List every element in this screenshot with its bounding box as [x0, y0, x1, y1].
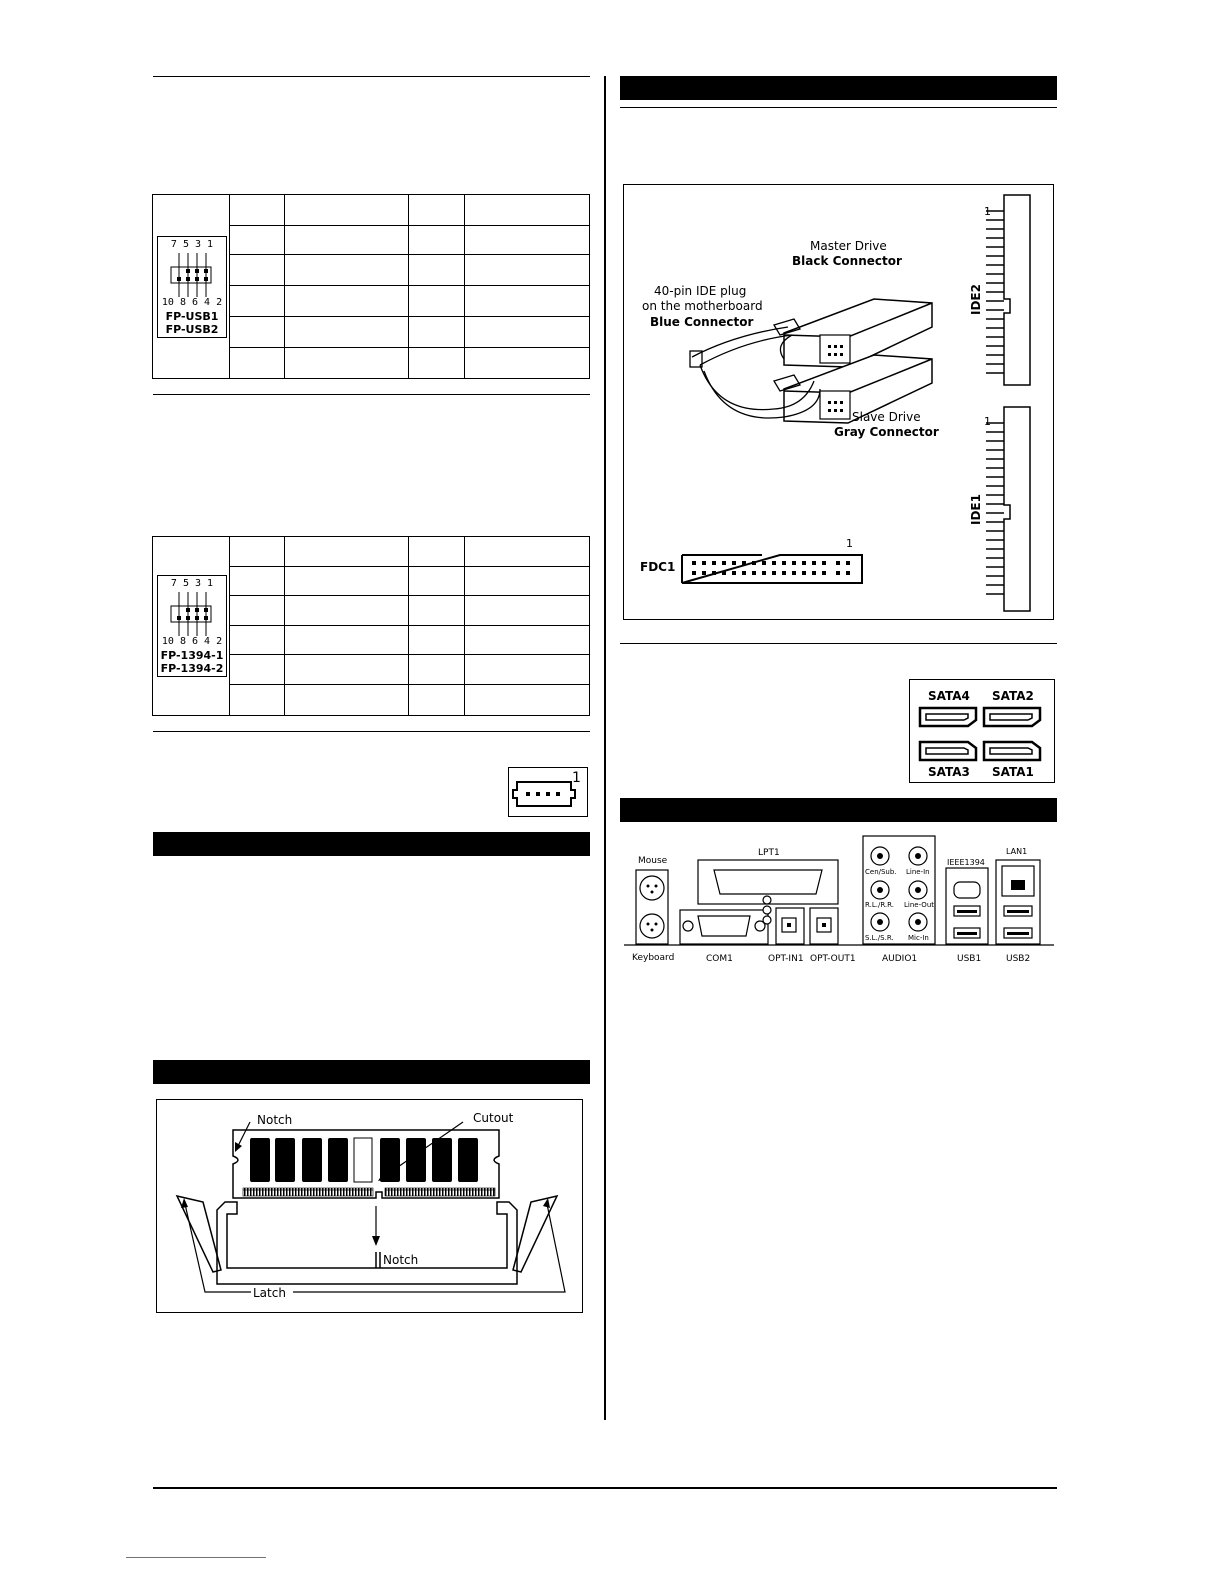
table-cell — [230, 567, 285, 596]
ieee1394-label: IEEE1394 — [947, 858, 985, 867]
table-cell — [409, 348, 465, 379]
sata-figure — [909, 679, 1055, 783]
fp-1394-bottom-numbers: 10 8 6 4 2 — [161, 636, 223, 647]
table-cell — [285, 537, 409, 567]
table-cell — [409, 596, 465, 626]
table-cell — [230, 255, 285, 286]
ide1-label: IDE1 — [969, 494, 983, 525]
table-cell — [285, 596, 409, 626]
table-cell — [409, 255, 465, 286]
latch-label: Latch — [253, 1286, 286, 1300]
ide-fdc-graphic — [624, 185, 1053, 619]
footer-rule — [153, 1487, 1057, 1489]
fp-1394-header-diagram — [157, 575, 227, 677]
section-header-bar — [153, 832, 590, 856]
ide-plug-label-1: 40-pin IDE plug — [654, 284, 747, 298]
usb2-label: USB2 — [1006, 954, 1031, 964]
memory-install-figure — [156, 1099, 583, 1313]
table-cell — [465, 537, 590, 567]
fp-1394-pin-table — [152, 536, 590, 716]
table-cell — [465, 317, 590, 348]
table-cell — [230, 685, 285, 716]
cd-pin1-label: 1 — [572, 770, 581, 786]
sata3-label: SATA3 — [928, 765, 970, 779]
fp-usb1-label: FP-USB1 — [165, 309, 219, 323]
sata-graphic — [910, 680, 1054, 782]
notch-bottom-label: Notch — [383, 1253, 419, 1267]
fp-usb-top-numbers: 7 5 3 1 — [170, 238, 214, 250]
table-cell — [465, 195, 590, 226]
table-cell — [285, 567, 409, 596]
ide-plug-label-3: Blue Connector — [650, 315, 754, 329]
table-cell — [230, 626, 285, 655]
lpt1-label: LPT1 — [758, 848, 780, 858]
rule-left-3 — [153, 731, 590, 732]
opt-out1-label: OPT-OUT1 — [810, 954, 856, 964]
table-cell — [409, 537, 465, 567]
section-header-bar — [620, 76, 1057, 100]
table-cell — [409, 286, 465, 317]
fp-1394-diagram-cell — [153, 537, 230, 716]
table-cell — [230, 596, 285, 626]
audio-jack-line-out: Line-Out — [904, 901, 934, 909]
io-panel-figure — [620, 832, 1057, 972]
rule-left-2 — [153, 394, 590, 395]
table-cell — [285, 317, 409, 348]
table-cell — [409, 195, 465, 226]
table-cell — [409, 655, 465, 685]
keyboard-label: Keyboard — [632, 953, 675, 963]
fp-usb2-label: FP-USB2 — [165, 322, 219, 336]
audio-jack-line-in: Line-In — [906, 868, 930, 876]
column-divider — [604, 76, 606, 1420]
ide2-pin1-label: 1 — [984, 205, 991, 218]
table-cell — [285, 195, 409, 226]
audio-jack-cen-sub: Cen/Sub. — [865, 868, 897, 876]
ide-fdc-figure — [623, 184, 1054, 620]
sata2-label: SATA2 — [992, 689, 1034, 703]
audio-jack-sl-sr: S.L./S.R. — [865, 934, 894, 942]
notch-top-label: Notch — [257, 1113, 293, 1127]
audio1-label: AUDIO1 — [882, 954, 918, 964]
table-cell — [230, 655, 285, 685]
table-cell — [465, 626, 590, 655]
memory-install-graphic — [157, 1100, 582, 1312]
table-cell — [285, 348, 409, 379]
table-cell — [230, 537, 285, 567]
fp-1394-pins-graphic — [170, 592, 214, 636]
sata4-label: SATA4 — [928, 689, 970, 703]
rule-right-2 — [620, 643, 1057, 644]
table-cell — [285, 655, 409, 685]
fp-usb-pins-graphic — [170, 253, 214, 297]
ide2-label: IDE2 — [969, 284, 983, 315]
ide-plug-label-2: on the motherboard — [642, 299, 763, 313]
io-panel-graphic — [620, 832, 1057, 972]
com1-label: COM1 — [706, 954, 733, 964]
ide1-pin1-label: 1 — [984, 415, 991, 428]
lan1-label: LAN1 — [1006, 847, 1028, 856]
slave-drive-label: Slave Drive — [852, 410, 921, 424]
table-cell — [285, 286, 409, 317]
fp-usb-pin-table — [152, 194, 590, 379]
fdc1-label: FDC1 — [640, 560, 676, 574]
opt-in1-label: OPT-IN1 — [768, 954, 804, 964]
table-cell — [465, 286, 590, 317]
table-cell — [285, 626, 409, 655]
table-cell — [465, 596, 590, 626]
table-cell — [409, 685, 465, 716]
table-cell — [230, 286, 285, 317]
table-cell — [409, 317, 465, 348]
table-cell — [465, 255, 590, 286]
slave-connector-label: Gray Connector — [834, 425, 939, 439]
section-header-bar — [153, 1060, 590, 1084]
fp-1394-1-label: FP-1394-1 — [160, 649, 224, 662]
cutout-label: Cutout — [473, 1111, 514, 1125]
cd-header-diagram — [508, 767, 588, 817]
usb1-label: USB1 — [957, 954, 982, 964]
section-header-bar — [620, 798, 1057, 822]
footnote-rule — [126, 1557, 266, 1558]
sata1-label: SATA1 — [992, 765, 1034, 779]
table-cell — [409, 626, 465, 655]
table-cell — [465, 655, 590, 685]
top-rule-left — [153, 76, 590, 77]
master-drive-label: Master Drive — [810, 239, 887, 253]
table-cell — [230, 317, 285, 348]
rule-right-1 — [620, 107, 1057, 108]
table-cell — [285, 226, 409, 255]
table-cell — [285, 255, 409, 286]
table-cell — [230, 195, 285, 226]
table-cell — [230, 226, 285, 255]
table-cell — [285, 685, 409, 716]
fp-usb-diagram-cell — [153, 195, 230, 379]
table-cell — [465, 226, 590, 255]
fp-1394-2-label: FP-1394-2 — [160, 662, 224, 675]
table-cell — [465, 567, 590, 596]
mouse-label: Mouse — [638, 856, 668, 866]
master-connector-label: Black Connector — [792, 254, 902, 268]
audio-jack-rl-rr: R.L./R.R. — [865, 901, 895, 909]
fp-1394-top-numbers: 7 5 3 1 — [170, 578, 214, 589]
table-cell — [465, 348, 590, 379]
table-cell — [465, 685, 590, 716]
fp-usb-bottom-numbers: 10 8 6 4 2 — [161, 296, 223, 308]
table-cell — [409, 567, 465, 596]
fdc-pin1-label: 1 — [846, 537, 853, 550]
table-cell — [230, 348, 285, 379]
audio-jack-mic-in: Mic-In — [908, 934, 929, 942]
table-cell — [409, 226, 465, 255]
fp-usb-header-diagram — [157, 236, 227, 338]
